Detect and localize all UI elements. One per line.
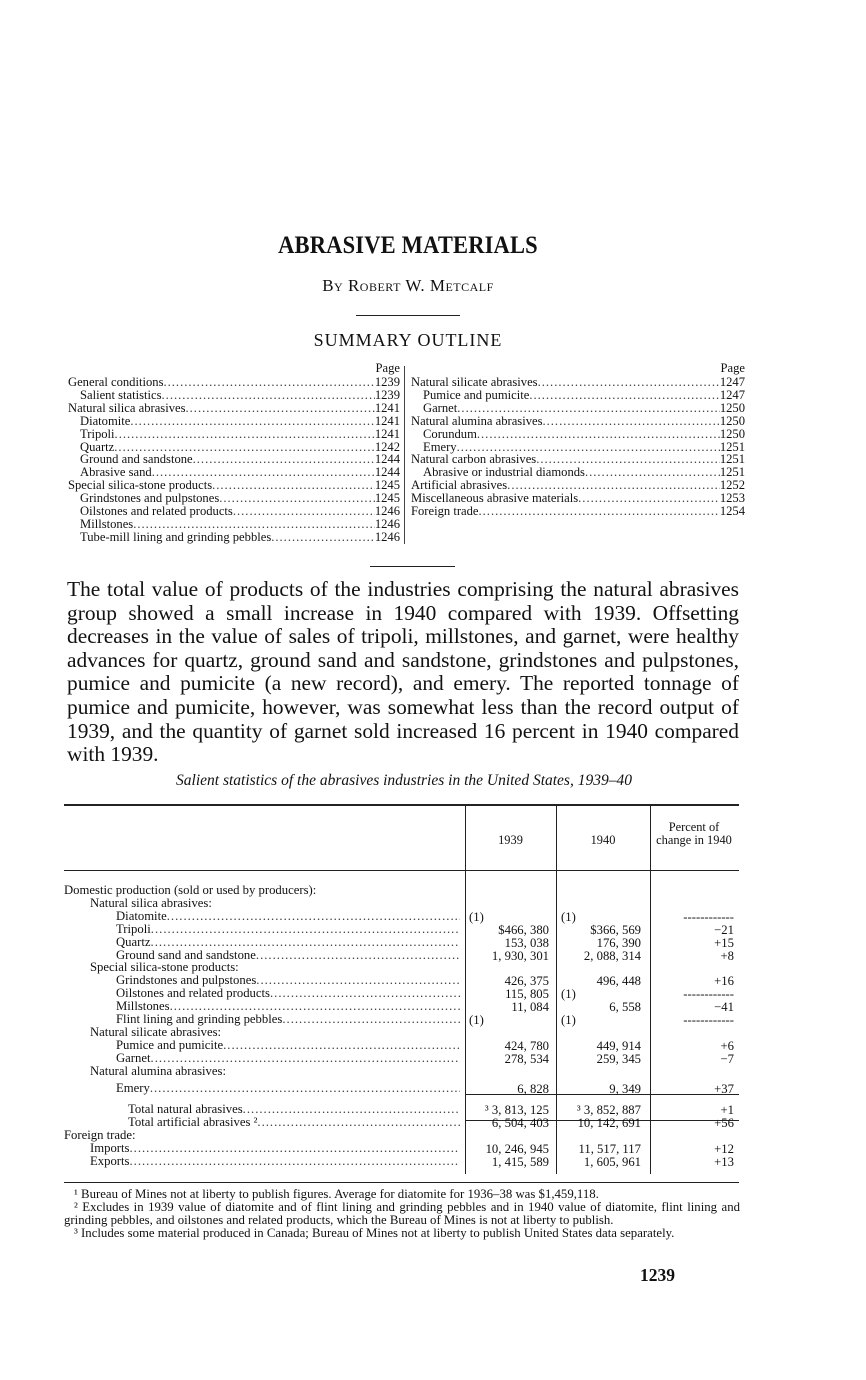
dot-leader — [115, 428, 375, 441]
outline-entry — [411, 505, 745, 518]
outline-entry — [68, 376, 400, 389]
outline-entry-label: Salient statistics — [80, 387, 162, 402]
dot-leader — [479, 505, 720, 518]
cell-percent-change: −21 — [714, 922, 734, 937]
outline-entry-label: Ground and sandstone — [80, 452, 193, 467]
footnote-rule — [64, 1182, 739, 1183]
page-number: 1239 — [640, 1265, 675, 1285]
cell-1939: ³ 3, 813, 125 — [484, 1103, 549, 1118]
outline-entry-page: 1246 — [374, 504, 400, 519]
cell-percent-change: +8 — [720, 948, 734, 963]
dot-leader — [133, 518, 375, 531]
cell-1940: (1) — [561, 909, 576, 924]
outline-entry-page: 1239 — [374, 375, 400, 389]
dot-leader — [151, 1052, 460, 1065]
outline-page-label: Page — [720, 361, 745, 375]
cell-percent-change: +1 — [720, 1103, 734, 1118]
outline-entry-page: 1254 — [719, 504, 745, 519]
cell-1939: 1, 930, 301 — [491, 948, 549, 963]
table-caption: Salient statistics of the abrasives industries in the United States, 1939–40 — [176, 772, 632, 789]
section-divider — [370, 566, 455, 567]
outline-entry-page: 1239 — [374, 387, 400, 402]
outline-entry-label: Artificial abrasives — [411, 478, 508, 493]
cell-percent-change: ------------ — [683, 909, 734, 924]
table-header-rule — [64, 870, 739, 871]
cell-1939: (1) — [469, 1013, 484, 1027]
dot-leader — [271, 531, 375, 544]
dot-leader — [151, 923, 460, 936]
outline-entry-page: 1246 — [374, 529, 400, 544]
table-row-label: Total natural abrasives — [128, 1102, 243, 1117]
cell-percent-change: +6 — [720, 1038, 734, 1053]
dot-leader — [578, 492, 720, 505]
cell-1940: 9, 349 — [609, 1081, 641, 1096]
cell-1940: 176, 390 — [596, 935, 641, 950]
cell-1940: $366, 569 — [590, 922, 641, 937]
table-row — [64, 897, 739, 910]
outline-entry-label: Grindstones and pulpstones — [80, 491, 220, 506]
outline-entry-page: 1253 — [719, 491, 745, 506]
outline-entry-page: 1245 — [374, 478, 400, 493]
outline-entry-label: Foreign trade — [411, 504, 479, 519]
outline-entry-page: 1251 — [719, 439, 745, 454]
outline-entry-label: Emery — [423, 439, 457, 454]
cell-1940: (1) — [561, 987, 576, 1002]
table-row-label: Oilstones and related products — [116, 986, 270, 1001]
dot-leader — [282, 1013, 460, 1026]
dot-leader — [150, 1082, 460, 1095]
table-row — [64, 884, 739, 897]
outline-entry-page: 1250 — [719, 426, 745, 441]
dot-leader — [163, 376, 374, 389]
table-row-label: Garnet — [116, 1050, 151, 1065]
dot-leader — [529, 389, 719, 402]
cell-1940: ³ 3, 852, 887 — [576, 1103, 641, 1118]
title-divider — [356, 315, 460, 316]
outline-entry-page: 1244 — [374, 452, 400, 467]
table-row-label: Natural silica abrasives: — [90, 895, 212, 910]
table-row-label: Flint lining and grinding pebbles — [116, 1012, 283, 1026]
outline-entry-label: Miscellaneous abrasive materials — [411, 491, 579, 506]
outline-left-column — [68, 362, 400, 544]
table-row-label: Total artificial abrasives ² — [128, 1115, 258, 1130]
outline-entry-label: Natural silica abrasives — [68, 400, 186, 415]
cell-1939: (1) — [469, 909, 484, 924]
outline-page-label: Page — [375, 361, 400, 375]
cell-percent-change: +56 — [714, 1116, 734, 1131]
cell-1940: 449, 914 — [596, 1038, 641, 1053]
table-row-label: Exports — [90, 1154, 130, 1168]
outline-entry-page: 1251 — [719, 465, 745, 480]
outline-entry — [411, 415, 745, 428]
cell-1939: 426, 375 — [504, 974, 549, 989]
cell-1940: 2, 088, 314 — [583, 948, 641, 963]
outline-entry — [411, 376, 745, 389]
outline-entry-label: Millstones — [80, 516, 134, 531]
dot-leader — [129, 1155, 460, 1168]
dot-leader — [193, 453, 375, 466]
footnote-2: ² Excludes in 1939 value of diatomite and of flint lining and grinding pebbles and in 1940 value of diatomite, flint lining and grinding pebbles, and oilstones and related products, which the Bureau of Mines is not at liberty to publish. — [64, 1199, 740, 1227]
outline-entry-label: Quartz — [80, 439, 115, 454]
outline-entry — [68, 428, 400, 441]
dot-leader — [212, 479, 375, 492]
column-header-1940: 1940 — [590, 833, 616, 847]
outline-entry-page: 1250 — [719, 400, 745, 415]
dot-leader — [233, 505, 375, 518]
outline-entry-page: 1242 — [374, 439, 400, 454]
outline-entry-label: Diatomite — [80, 413, 131, 428]
outline-entry-label: Abrasive sand — [80, 465, 152, 480]
cell-1939: 153, 038 — [504, 935, 549, 950]
dot-leader — [167, 910, 460, 923]
outline-entry — [411, 428, 745, 441]
dot-leader — [585, 466, 720, 479]
outline-heading: SUMMARY OUTLINE — [313, 330, 503, 350]
table-row-label: Foreign trade: — [64, 1128, 136, 1143]
cell-1940: 10, 142, 691 — [577, 1116, 641, 1131]
dot-leader — [457, 402, 720, 415]
outline-entry-page: 1245 — [374, 491, 400, 506]
dot-leader — [151, 936, 460, 949]
author-byline: By Robert W. Metcalf — [322, 276, 494, 295]
table-row-label: Domestic production (sold or used by producers): — [64, 883, 317, 897]
dot-leader — [542, 415, 719, 428]
cell-percent-change: +16 — [714, 974, 734, 989]
outline-entry-page: 1251 — [719, 452, 745, 467]
table-top-rule — [64, 804, 739, 806]
outline-entry-page: 1246 — [374, 516, 400, 531]
outline-entry — [411, 389, 745, 402]
cell-1939: 6, 828 — [517, 1081, 549, 1096]
table-row-label: Natural alumina abrasives: — [90, 1063, 226, 1078]
cell-1940: 6, 558 — [609, 1000, 641, 1015]
table-row-label: Special silica-stone products: — [90, 960, 239, 975]
footnote-3: ³ Includes some material produced in Canada; Bureau of Mines not at liberty to publish United States data separately. — [74, 1225, 675, 1240]
cell-percent-change: ------------ — [683, 987, 734, 1002]
footnotes — [64, 1188, 740, 1240]
table-row-label: Ground sand and sandstone — [116, 947, 256, 962]
outline-entry — [68, 402, 400, 415]
outline-entry — [68, 415, 400, 428]
outline-entry-page: 1247 — [719, 375, 745, 389]
cell-1939: 115, 805 — [505, 987, 549, 1002]
outline-entry-label: Corundum — [423, 426, 477, 441]
outline-entry-page: 1252 — [719, 478, 745, 493]
outline-column-divider — [404, 366, 405, 544]
cell-1939: $466, 380 — [498, 922, 549, 937]
dot-leader — [270, 987, 460, 1000]
outline-entry-label: Tripoli — [80, 426, 115, 441]
cell-1939: 1, 415, 589 — [491, 1155, 549, 1169]
cell-percent-change: +12 — [714, 1142, 734, 1157]
outline-entry-label: Oilstones and related products — [80, 504, 233, 519]
table-row-label: Pumice and pumicite — [116, 1037, 224, 1052]
table-row — [64, 1065, 739, 1078]
cell-percent-change: −41 — [714, 1000, 734, 1015]
cell-percent-change: −7 — [720, 1051, 734, 1066]
dot-leader — [186, 402, 375, 415]
table-row-label: Grindstones and pulpstones — [116, 973, 257, 988]
table-row-label: Quartz — [116, 934, 151, 949]
outline-entry-label: Garnet — [423, 400, 458, 415]
outline-entry-label: Natural silicate abrasives — [411, 375, 538, 389]
outline-entry — [411, 402, 745, 415]
table-row-label: Imports — [90, 1141, 130, 1156]
dot-leader — [162, 389, 375, 402]
outline-entry-label: Pumice and pumicite — [423, 387, 530, 402]
document-title: ABRASIVE MATERIALS — [278, 232, 538, 259]
outline-entry-page: 1241 — [374, 400, 400, 415]
outline-entry-label: Tube-mill lining and grinding pebbles — [80, 529, 272, 544]
outline-entry — [68, 531, 400, 544]
table-row-label: Emery — [116, 1080, 150, 1095]
column-header-percent-change: Percent of change in 1940 — [656, 820, 732, 847]
intro-paragraph: The total value of products of the industries comprising the natural abrasives group showed a small increase in 1940 compared with 1939. Offsetting decreases in the value of sales of tripoli, millstones, and garnet, were healthy advances for quartz, ground sand and sandstone, grindstones and pulpstones, pumice and pumicite (a new record), and emery. The reported tonnage of pumice and pumicite, however, was somewhat less than the record output of 1939, and the quantity of garnet sold increased 16 percent in 1940 compared with 1939. — [67, 577, 739, 767]
dot-leader — [219, 492, 375, 505]
outline-entry-label: Natural carbon abrasives — [411, 452, 537, 467]
dot-leader — [256, 974, 460, 987]
cell-1940: 1, 605, 961 — [583, 1155, 641, 1169]
outline-entry — [68, 389, 400, 402]
outline-entry-label: Abrasive or industrial diamonds — [423, 465, 585, 480]
cell-percent-change: +37 — [714, 1081, 734, 1096]
cell-percent-change: +15 — [714, 935, 734, 950]
dot-leader — [257, 1116, 460, 1129]
table-row-label: Tripoli — [116, 921, 151, 936]
cell-percent-change: ------------ — [683, 1013, 734, 1027]
cell-1940: 496, 448 — [596, 974, 641, 989]
footnote-1: ¹ Bureau of Mines not at liberty to publish figures. Average for diatomite for 1936–38 was $1,459,118. — [74, 1187, 599, 1201]
cell-1940: 11, 517, 117 — [578, 1142, 641, 1157]
table-row — [64, 1026, 739, 1039]
cell-1939: 10, 246, 945 — [485, 1142, 549, 1157]
table-row-label: Diatomite — [116, 908, 167, 923]
cell-1940: 259, 345 — [596, 1051, 641, 1066]
dot-leader — [129, 1142, 460, 1155]
outline-entry-page: 1241 — [374, 426, 400, 441]
dot-leader — [256, 949, 460, 962]
outline-entry-page: 1250 — [719, 413, 745, 428]
dot-leader — [130, 415, 374, 428]
outline-entry-label: Natural alumina abrasives — [411, 413, 543, 428]
outline-entry-page: 1244 — [374, 465, 400, 480]
table-row-label: Natural silicate abrasives: — [90, 1024, 222, 1039]
cell-1940: (1) — [561, 1013, 576, 1027]
cell-1939: 11, 084 — [511, 1000, 549, 1015]
cell-1939: 278, 534 — [504, 1051, 549, 1066]
dot-leader — [477, 428, 720, 441]
column-header-1939: 1939 — [498, 833, 523, 847]
table-row — [64, 1129, 739, 1142]
outline-entry — [68, 518, 400, 531]
outline-entry-page: 1241 — [374, 413, 400, 428]
table-row-label: Millstones — [116, 999, 170, 1014]
outline-right-column — [411, 362, 745, 518]
dot-leader — [243, 1103, 460, 1116]
outline-entry-page: 1247 — [719, 387, 745, 402]
cell-1939: 424, 780 — [504, 1038, 549, 1053]
cell-1939: 6, 504, 403 — [491, 1116, 549, 1131]
outline-entry-label: Special silica-stone products — [68, 478, 213, 493]
outline-entry-label: General conditions — [68, 375, 164, 389]
dot-leader — [223, 1039, 460, 1052]
dot-leader — [538, 376, 720, 389]
cell-percent-change: +13 — [714, 1155, 734, 1169]
